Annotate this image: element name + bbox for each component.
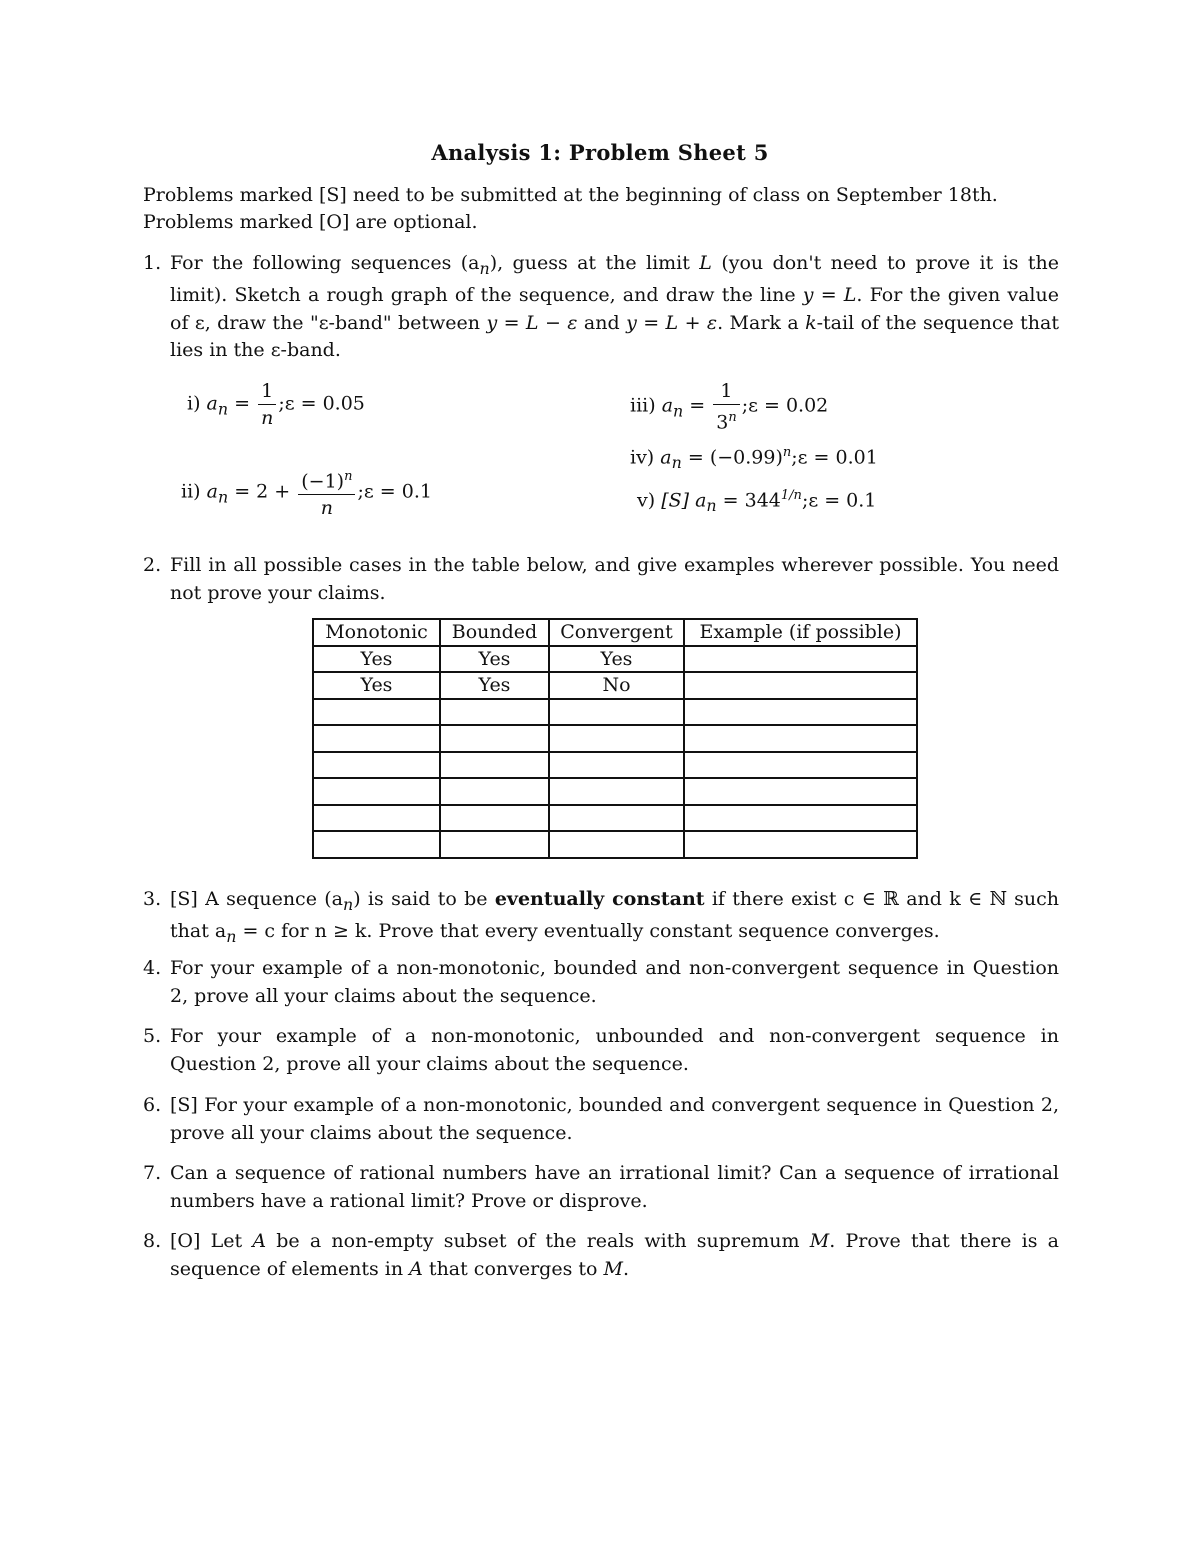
q1-band-high: y = L + ε	[626, 311, 718, 334]
q1-band-low: y = L − ε	[486, 311, 578, 334]
table-header-row	[313, 619, 917, 646]
question-number: 2.	[143, 554, 162, 576]
sequence-symbol: a	[206, 392, 218, 415]
question-2-text: Fill in all possible cases in the table below, and give examples wherever possible. You need not prove your claims.	[170, 554, 1059, 604]
fraction	[258, 378, 276, 431]
part-label: i)	[187, 392, 201, 415]
question-number: 7.	[143, 1162, 162, 1184]
denominator: n	[320, 497, 333, 520]
table-cell[interactable]	[440, 725, 549, 752]
epsilon-value: ;ε = 0.1	[801, 489, 877, 512]
table-row	[313, 752, 917, 779]
question-number: 4.	[143, 957, 162, 979]
q1-text-d: . For the given value of ε, draw the "ε-band" between	[170, 284, 1059, 334]
cases-table	[312, 618, 918, 859]
question-3-text: [S] A sequence $(a_n)$ is said to be eventually constant if there exist c ∈ ℝ and k ∈ ℕ such that $a_n = c$ for n ≥ k. Prove that every eventually constant sequence converges.	[170, 888, 1059, 947]
table-row	[313, 831, 917, 858]
denominator: n	[261, 407, 274, 429]
table-cell[interactable]	[549, 699, 684, 726]
table-cell[interactable]	[684, 646, 917, 673]
q3-bold-term: eventually constant	[494, 888, 705, 910]
question-1-text: For the following sequences $(a_n)$, guess at the limit L (you don't need to prove it is the limit). Sketch a rough graph of the sequence, and draw the line y = L. For the given value of ε, draw the "ε-band" between y = L − ε and y = L + ε. Mark a k-tail of the sequence that lies in the ε-band.	[170, 252, 1059, 362]
table-row	[313, 672, 917, 699]
table-cell[interactable]	[684, 831, 917, 858]
expression: = 344	[722, 489, 781, 512]
q3-text-b: ) is said to be	[353, 888, 495, 910]
epsilon-value: ;ε = 0.1	[357, 480, 432, 503]
table-cell: Yes	[440, 672, 549, 699]
table-row	[313, 805, 917, 832]
q1-text-b: ), guess at the limit	[489, 252, 700, 274]
q3-text-a: [S] A sequence (a	[170, 888, 343, 910]
table-cell[interactable]	[684, 725, 917, 752]
epsilon-value: ;ε = 0.02	[741, 394, 829, 417]
table-cell[interactable]	[313, 725, 440, 752]
table-cell: Yes	[440, 646, 549, 673]
intro-line-1: Problems marked [S] need to be submitted at the beginning of class on September 18th.	[143, 184, 998, 206]
fraction	[298, 464, 355, 521]
q1-part-ii: ii) $a_n = 2$ + $\frac{(-1)^n}{n}$ ;ε = 0.1	[181, 464, 432, 521]
q1-text-g: -tail of the sequence that lies in the ε-band.	[170, 311, 1059, 362]
table-cell[interactable]	[313, 831, 440, 858]
expression: = 2 +	[234, 480, 291, 503]
table-cell[interactable]	[549, 778, 684, 805]
question-4	[143, 955, 1059, 1010]
column-header: Bounded	[440, 619, 549, 646]
part-label: ii)	[181, 480, 201, 503]
table-cell[interactable]	[684, 805, 917, 832]
question-5-text: For your example of a non-monotonic, unbounded and non-convergent sequence in Question 2, prove all your claims about the sequence.	[170, 1025, 1059, 1075]
exponent: 1/n	[780, 488, 802, 503]
table-cell[interactable]	[549, 805, 684, 832]
table-cell[interactable]	[549, 831, 684, 858]
table-cell: No	[549, 672, 684, 699]
q1-text-a: For the following sequences (a	[170, 252, 480, 274]
q8-text-d: that converges to	[422, 1257, 604, 1280]
submit-marker: [S]	[661, 489, 690, 512]
q8-text-a: [O] Let	[170, 1230, 253, 1252]
q3-text-d: = c for n ≥ k. Prove that every eventually constant sequence converges.	[236, 920, 940, 943]
table-cell: Yes	[313, 646, 440, 673]
q1-line-eq: y = L	[802, 284, 857, 307]
numerator: 1	[713, 378, 739, 405]
q8-sup-symbol-2: M	[603, 1257, 623, 1280]
intro-paragraph	[143, 182, 1059, 236]
q1-k-symbol: k	[805, 311, 817, 334]
q1-part-v: v) [S] $a_n$ = $344^{1/n};\varepsilon = 0.1$	[637, 488, 877, 516]
table-cell[interactable]	[440, 752, 549, 779]
table-cell[interactable]	[684, 752, 917, 779]
table-cell[interactable]	[313, 752, 440, 779]
page-title: Analysis 1: Problem Sheet 5	[431, 140, 769, 165]
table-row	[313, 778, 917, 805]
q1-limit-symbol: L	[699, 252, 712, 274]
q8-set-symbol-2: A	[409, 1257, 423, 1280]
question-number: 3.	[143, 888, 162, 910]
table-cell: Yes	[313, 672, 440, 699]
table-cell[interactable]	[313, 778, 440, 805]
question-7	[143, 1160, 1059, 1215]
question-2	[143, 552, 1059, 607]
question-4-text: For your example of a non-monotonic, bounded and non-convergent sequence in Question 2, prove all your claims about the sequence.	[170, 957, 1059, 1007]
q1-text-f: . Mark a	[717, 311, 806, 334]
column-header: Convergent	[549, 619, 684, 646]
epsilon-value: ;ε = 0.01	[791, 446, 878, 469]
table-row	[313, 725, 917, 752]
intro-line-2: Problems marked [O] are optional.	[143, 211, 478, 233]
table-cell[interactable]	[313, 699, 440, 726]
table-cell[interactable]	[684, 672, 917, 699]
table-cell[interactable]	[440, 699, 549, 726]
question-number: 8.	[143, 1230, 162, 1252]
question-number: 5.	[143, 1025, 162, 1047]
table-cell[interactable]	[440, 831, 549, 858]
q1-part-iii: iii) $a_n$ = $\frac{1}{3^n}$ ;ε = 0.02	[630, 380, 829, 434]
table-row	[313, 646, 917, 673]
table-cell[interactable]	[313, 805, 440, 832]
table-cell[interactable]	[549, 725, 684, 752]
q8-sup-symbol: M	[809, 1230, 830, 1252]
table-cell[interactable]	[684, 699, 917, 726]
question-1	[143, 250, 1059, 365]
column-header: Example (if possible)	[684, 619, 917, 646]
table-cell[interactable]	[549, 752, 684, 779]
table-cell[interactable]	[440, 778, 549, 805]
fraction	[713, 378, 739, 435]
question-3	[143, 886, 1059, 951]
question-5	[143, 1023, 1059, 1078]
expression: = (−0.99)	[687, 446, 783, 469]
part-label: iii)	[630, 394, 656, 417]
q1-part-iv: iv) $a_n$ = $(-0.99)^n;\varepsilon = 0.01$	[630, 445, 878, 473]
question-6-text: [S] For your example of a non-monotonic, bounded and convergent sequence in Question 2, prove all your claims about the sequence.	[170, 1094, 1059, 1144]
q8-text-c: . Prove that there is a sequence of elements in	[170, 1230, 1059, 1280]
numerator: 1	[258, 378, 276, 405]
q1-part-i: i) $a_n$ = $\frac{1}{n}$ ;ε = 0.05	[187, 380, 365, 429]
q1-text-e: and	[577, 311, 627, 334]
table-row	[313, 699, 917, 726]
epsilon-value: ;ε = 0.05	[278, 392, 365, 415]
table-cell: Yes	[549, 646, 684, 673]
question-7-text: Can a sequence of rational numbers have an irrational limit? Can a sequence of irrational numbers have a rational limit? Prove or disprove.	[170, 1162, 1059, 1212]
question-8-text	[170, 1228, 1059, 1283]
question-number: 6.	[143, 1094, 162, 1116]
part-label: iv)	[630, 446, 655, 469]
question-8	[143, 1228, 1059, 1283]
q3-text-c: if there exist c ∈ ℝ and k ∈ ℕ such that a	[170, 888, 1059, 943]
question-number: 1.	[143, 252, 162, 274]
q8-set-symbol: A	[252, 1230, 267, 1252]
column-header: Monotonic	[313, 619, 440, 646]
table-cell[interactable]	[684, 778, 917, 805]
q8-text-b: be a non-empty subset of the reals with supremum	[266, 1230, 810, 1252]
numerator: $(-1)^n$	[298, 464, 355, 495]
part-label: v)	[637, 489, 656, 512]
table-cell[interactable]	[440, 805, 549, 832]
question-6	[143, 1092, 1059, 1147]
q1-text-c: (you don't need to prove it is the limit). Sketch a rough graph of the sequence, and draw the line	[170, 252, 1059, 307]
denominator: 3$^n$	[716, 410, 737, 434]
q8-end: .	[622, 1257, 630, 1280]
